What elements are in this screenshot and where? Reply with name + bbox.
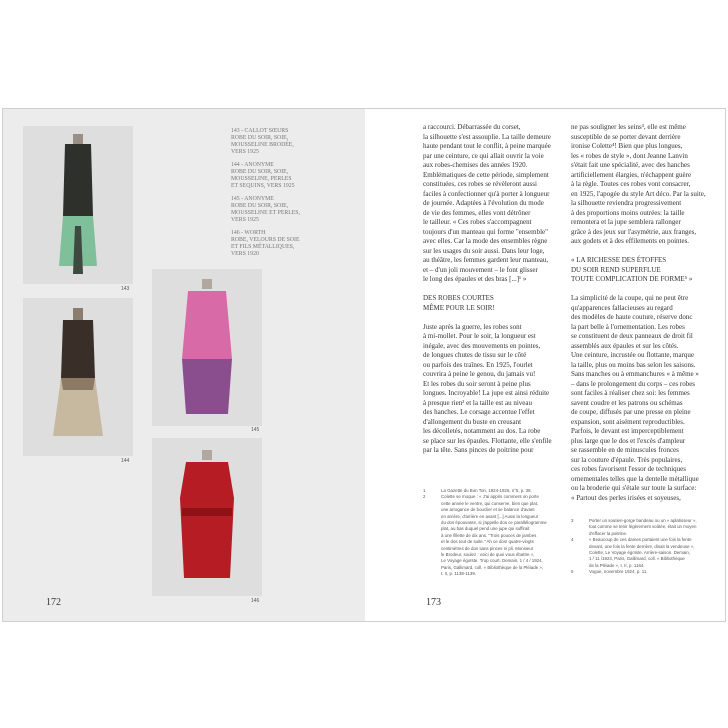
text-line	[423, 370, 563, 380]
caption-145	[231, 196, 351, 224]
caption-line: VERS 1925	[231, 149, 259, 155]
footnote-text: devant, une fois la fente derrière, disait la vendeuse »,	[589, 543, 695, 549]
footnote-number: 5	[571, 569, 574, 575]
footnote-text: « Beaucoup de ces dames portaient une fois la fente	[589, 537, 692, 543]
text-line	[423, 332, 563, 342]
footnote-text: Paris, Gallimard, coll. « Bibliothèque de la Pléiade »,	[441, 564, 544, 570]
text-line-content: DES ROBES COURTES	[423, 294, 494, 302]
text-line-content: « LA RICHESSE DES ÉTOFFES	[571, 256, 667, 264]
text-line	[423, 408, 563, 418]
text-line-content: longues. Incroyable! La jupe est ainsi réduite	[423, 389, 550, 397]
text-line	[571, 332, 717, 342]
text-line	[571, 323, 717, 333]
text-line	[423, 389, 563, 399]
footnote-text: d'effacer la poitrine.	[589, 530, 628, 536]
caption-line: ROBE, VELOURS DE SOIE	[231, 237, 300, 243]
text-line-content: ou parfois des traînes. En 1925, l'ourlet	[423, 360, 533, 369]
text-line	[423, 237, 563, 247]
text-line	[571, 304, 717, 314]
caption-line: 146 - WORTH	[231, 230, 266, 236]
footnote-text: La Gazette du Bon Ton, 1924-1925, n°5, p. 38.	[441, 488, 532, 493]
footnote-text: Colette se moque : « J'ai appris comment on porte	[441, 494, 539, 500]
figure-number: 146	[251, 598, 260, 604]
footnote-text: Le Voyage égoïste. Trop court. Demain, 1 / 4 / 1924,	[441, 558, 543, 564]
footnote-text: en arrière, d'arrière en avant [...] Aussi la longueur	[441, 513, 539, 519]
text-line-content: de vie des femmes, elles vont détrôner	[423, 208, 531, 217]
caption-line: VERS 1925	[231, 217, 259, 223]
text-line	[571, 228, 717, 238]
text-line	[571, 133, 717, 143]
text-line-content: avec elles. Car la mode des ensembles règne	[423, 237, 548, 245]
text-line	[423, 199, 563, 209]
text-line-content: les décolletés, notamment au dos. La robe	[423, 427, 541, 435]
footnote-number: 1	[423, 488, 426, 493]
text-line-content: « Partout des perles irisées et soyeuses,	[571, 493, 681, 502]
text-line	[571, 313, 717, 323]
text-line-content: à des proportions moins outrées: la taille	[571, 208, 685, 217]
figure-145-photo	[152, 269, 262, 426]
figure-number: 144	[121, 458, 130, 464]
text-line	[571, 209, 717, 219]
text-line-content: le tailleur. « Ces robes s'accompagnent	[423, 218, 532, 226]
text-line-content: ironise Colette⁴! Bien que plus longues,	[571, 142, 683, 150]
text-line	[423, 256, 563, 266]
text-line-content: à mi-mollet. Pour le soir, la longueur est	[423, 332, 536, 340]
text-line	[423, 437, 563, 447]
text-line	[423, 133, 563, 143]
text-line-content: remontera et la jupe semblera rallonger	[571, 218, 681, 226]
text-line-content: et – d'un joli mouvement – le font glisser	[423, 265, 538, 274]
text-line	[423, 190, 563, 200]
left-page	[3, 109, 365, 621]
caption-line: ROBE DU SOIR, SOIE,	[231, 135, 289, 141]
footnote-text: t. II, p. 1138-1139.	[441, 571, 476, 577]
text-line-content: qu'apparences fallacieuses au regard	[571, 303, 673, 312]
caption-line: ROBE DU SOIR, SOIE,	[231, 203, 289, 209]
text-line	[571, 437, 717, 447]
text-line	[571, 361, 717, 371]
text-line	[423, 123, 563, 133]
text-line	[571, 456, 717, 466]
caption-line: MOUSSELINE, PERLES	[231, 176, 292, 182]
text-line-content: d'allongement du buste en creusant	[423, 417, 522, 426]
text-line-content: MÊME POUR LE SOIR!	[423, 303, 495, 312]
text-line	[423, 380, 563, 390]
text-line	[423, 361, 563, 371]
text-line-content: Et les robes du soir seront à peine plus	[423, 379, 531, 388]
caption-line: ROBE DU SOIR, SOIE,	[231, 169, 289, 175]
caption-line: ET SEQUINS, VERS 1925	[231, 183, 295, 189]
footnote-number: 4	[571, 537, 574, 543]
dress-image	[152, 438, 262, 596]
text-line-content: Emblématiques de cette période, simplement	[423, 170, 549, 179]
text-column-1	[423, 123, 563, 456]
text-line	[571, 294, 717, 304]
text-line	[571, 475, 717, 485]
caption-line: 144 - ANONYME	[231, 162, 274, 168]
footnote-text: Vogue, novembre 1924, p. 11.	[589, 569, 648, 575]
paragraph-gap	[423, 313, 563, 323]
text-line-content: assemblés aux épaules et sur les côtés.	[571, 341, 679, 350]
text-line	[571, 199, 717, 209]
footnote-text: de la Pléiade », t. II, p. 1164.	[589, 562, 645, 568]
figure-captions	[231, 128, 351, 264]
figure-number: 145	[251, 427, 260, 433]
figure-146-photo	[152, 438, 262, 596]
right-page	[365, 109, 725, 621]
text-line-content: se rassemble en de minuscules fronces	[571, 446, 679, 454]
text-line-content: grâce à des jeux sur l'asymétrie, aux franges,	[571, 227, 697, 236]
text-line-content: à la règle. Toutes ces robes vont consacrer,	[571, 180, 691, 188]
dress-image	[23, 126, 133, 284]
footnote-text: 1 / 11 /1924, Paris, Gallimard, coll. « Bibliothèque	[589, 556, 685, 562]
text-line-content: ou la broderie qui s'étale sur toute la surface:	[571, 484, 697, 492]
text-line-content: au théâtre, les femmes gardent leur manteau,	[423, 256, 549, 264]
text-line	[571, 218, 717, 228]
footnote-text: Porter un soutien-gorge bandeau ou un « aplatisseur »,	[589, 518, 697, 523]
dress-image	[152, 269, 262, 426]
text-line	[571, 275, 717, 285]
text-line-content: ces robes favorisent l'essor de techniques	[571, 465, 686, 473]
footnote-text: plat, au bas duquel pend une jupe qui suffirait	[441, 526, 530, 532]
page-number: 173	[426, 597, 441, 608]
text-line	[423, 399, 563, 409]
text-line-content: couvrira à peine le genou, du jamais vu!	[423, 370, 536, 378]
text-line	[423, 180, 563, 190]
text-line-content: – dans le prolongement du corps – ces robes	[571, 379, 696, 388]
text-line-content: plus large que le dos et l'excès d'ampleur	[571, 436, 686, 445]
footnote-text: centimètres de dos sans pinces ni pli. Monsieur	[441, 545, 534, 551]
text-line	[571, 351, 717, 361]
text-line-content: sur les usages du soir aussi. Dans leur loge,	[423, 246, 545, 255]
text-line	[423, 218, 563, 228]
text-line-content: aux godets et à des effilements en pointes.	[571, 237, 690, 245]
text-line	[423, 418, 563, 428]
caption-143	[231, 128, 351, 156]
footnote-text: cette année le ventre, qui conserve, bien que plat,	[441, 500, 539, 506]
paragraph-gap	[571, 285, 717, 295]
text-line-content: la silhouette s'est assouplie. La taille demeure	[423, 132, 551, 141]
text-line	[423, 323, 563, 333]
text-line	[571, 161, 717, 171]
text-line-content: savent coudre et les patrons ou schémas	[571, 398, 683, 407]
text-line	[423, 446, 563, 456]
footnote-text: tout comme se tenir légèrement voûtée, était un moyen	[589, 524, 697, 530]
text-line-content: la silhouette reviendra progressivement	[571, 199, 682, 207]
text-line	[571, 484, 717, 494]
text-line-content: se constituent de deux panneaux de droit fil	[571, 332, 693, 340]
footnote-number	[423, 571, 441, 577]
text-line-content: des modèles de haute couture, réserve donc	[571, 313, 693, 321]
text-line	[571, 427, 717, 437]
text-line-content: par une ceinture, ce qui allait ouvrir la voie	[423, 151, 544, 160]
text-line-content: artificiellement élargies, n'échappent guère	[571, 170, 692, 179]
text-line	[571, 180, 717, 190]
text-line-content: ornementales telles que la dentelle métallique	[571, 474, 699, 483]
caption-line: 145 - ANONYME	[231, 196, 274, 202]
text-line-content: Sans manches ou à emmanchures « à même »	[571, 370, 699, 378]
text-line-content: les « robes de style », dont Jeanne Lanvin	[571, 151, 688, 160]
text-line	[571, 408, 717, 418]
text-line	[571, 190, 717, 200]
text-line	[571, 152, 717, 162]
text-line-content: inégale, avec des mouvements en pointes,	[423, 341, 541, 350]
text-line	[423, 161, 563, 171]
text-line-content: de longues chutes de tissu sur le côté	[423, 351, 527, 359]
text-line	[423, 304, 563, 314]
text-line	[571, 399, 717, 409]
footnote-text: du dos épouvante, si j'appelle dos ce parallélogramme	[441, 519, 547, 525]
text-line	[571, 380, 717, 390]
text-line	[571, 370, 717, 380]
text-line-content: se place sur les épaules. Flottante, elle s'enfile	[423, 436, 552, 445]
caption-line: VERS 1920	[231, 251, 259, 257]
text-line-content: ne pas souligner les seins³, elle est même	[571, 123, 686, 131]
text-line-content: constituées, ces robes se révèleront aussi	[423, 180, 537, 188]
text-line	[571, 418, 717, 428]
footnote-number: 2	[423, 494, 426, 500]
text-line	[571, 266, 717, 276]
text-line-content: TOUTE COMPLICATION DE FORME⁵ »	[571, 275, 693, 283]
text-line-content: susceptible de se porter devant derrière	[571, 132, 681, 141]
text-line	[571, 171, 717, 181]
text-line-content: s'était fait une spécialité, avec des hanches	[571, 161, 690, 169]
caption-line: ET FILS MÉTALLIQUES,	[231, 244, 295, 250]
footnotes-right	[571, 518, 717, 576]
text-line	[423, 294, 563, 304]
text-line-content: Juste après la guerre, les robes sont	[423, 322, 522, 331]
text-line-content: la taille, plus ou moins bas selon les saisons.	[571, 360, 696, 369]
text-line	[423, 351, 563, 361]
footnote-text: une arrogance de bouclier et se balance d'avant	[441, 507, 535, 513]
text-line-content: aux robes-chemises des années 1920.	[423, 161, 528, 169]
text-line	[571, 446, 717, 456]
caption-146	[231, 230, 351, 258]
text-line	[423, 228, 563, 238]
text-line	[571, 123, 717, 133]
text-line	[423, 342, 563, 352]
text-line-content: en 1925, l'apogée du style Art déco. Par la suite,	[571, 189, 706, 198]
dress-image	[23, 298, 133, 456]
text-line-content: Une ceinture, incrustée ou flottante, marque	[571, 351, 695, 359]
text-line	[571, 256, 717, 266]
caption-144	[231, 162, 351, 190]
figure-number: 143	[121, 286, 130, 292]
figure-144-photo	[23, 298, 133, 456]
text-line-content: de coupe, diffusés par une presse en pleine	[571, 408, 691, 416]
text-line	[423, 427, 563, 437]
text-line	[423, 247, 563, 257]
paragraph-gap	[571, 247, 717, 257]
footnote-text: le Brodeur, soulez : voici de quoi vous ébattre »,	[441, 551, 535, 557]
figure-143-photo	[23, 126, 133, 284]
footnote-text: Colette, Le Voyage égoïste. Arrière-saison. Demain,	[589, 549, 691, 555]
text-line-content: La simplicité de la coupe, qui ne peut être	[571, 294, 689, 302]
text-line-content: toujours d'un manteau qui forme "ensemble"	[423, 227, 548, 236]
footnote-number: 3	[571, 518, 574, 523]
text-line-content: par la tête. Sans pinces de poitrine pour	[423, 446, 534, 454]
text-line-content: haute pendant tout le conflit, à peine marquée	[423, 142, 551, 150]
text-line-content: la part belle à l'ornementation. Les robes	[571, 322, 685, 331]
text-line	[571, 237, 717, 247]
text-line-content: sont faciles à réaliser chez soi: les femmes	[571, 389, 690, 397]
page-number: 172	[46, 597, 61, 608]
text-line-content: faciles à confectionner qu'à porter à longueur	[423, 189, 550, 198]
text-line	[571, 494, 717, 504]
book-spread	[2, 108, 726, 622]
text-line	[571, 465, 717, 475]
footnote-line	[423, 571, 563, 577]
text-line-content: de journée. Adaptées à l'évolution du mode	[423, 199, 544, 207]
text-column-2	[571, 123, 717, 503]
text-line	[571, 142, 717, 152]
footnote-text: à une fillette de dix ans. "Trois pouces de jambes	[441, 532, 537, 538]
text-line	[423, 142, 563, 152]
text-line-content: des hanches. Le corsage accentue l'effet	[423, 408, 535, 416]
text-line-content: Parfois, le devant est imperceptiblement	[571, 427, 684, 435]
paragraph-gap	[423, 285, 563, 295]
caption-line: 143 - CALLOT SŒURS	[231, 128, 289, 134]
text-line-content: DU SOIR REND SUPERFLUE	[571, 265, 661, 274]
footnote-line	[571, 569, 717, 575]
text-line-content: expansion, sont aisément reproductibles.	[571, 417, 685, 426]
footnote-text: et le dos tout de suite." Ah ce dos! quatre-vingts	[441, 539, 534, 545]
text-line	[423, 152, 563, 162]
text-line	[571, 389, 717, 399]
text-line	[423, 171, 563, 181]
text-line-content: à presque rien² et la taille est au niveau	[423, 398, 532, 407]
text-line	[423, 275, 563, 285]
text-line-content: sur la couture d'épaule. Très populaires,	[571, 455, 683, 464]
text-line-content: le long des épaules et des bras [...]¹ »	[423, 275, 527, 283]
text-line-content: a raccourci. Débarrassée du corset,	[423, 123, 521, 131]
text-line	[423, 209, 563, 219]
caption-line: MOUSSELINE BRODÉE,	[231, 142, 294, 148]
footnotes-left	[423, 488, 563, 577]
text-line	[423, 266, 563, 276]
text-line	[571, 342, 717, 352]
caption-line: MOUSSELINE ET PERLES,	[231, 210, 300, 216]
